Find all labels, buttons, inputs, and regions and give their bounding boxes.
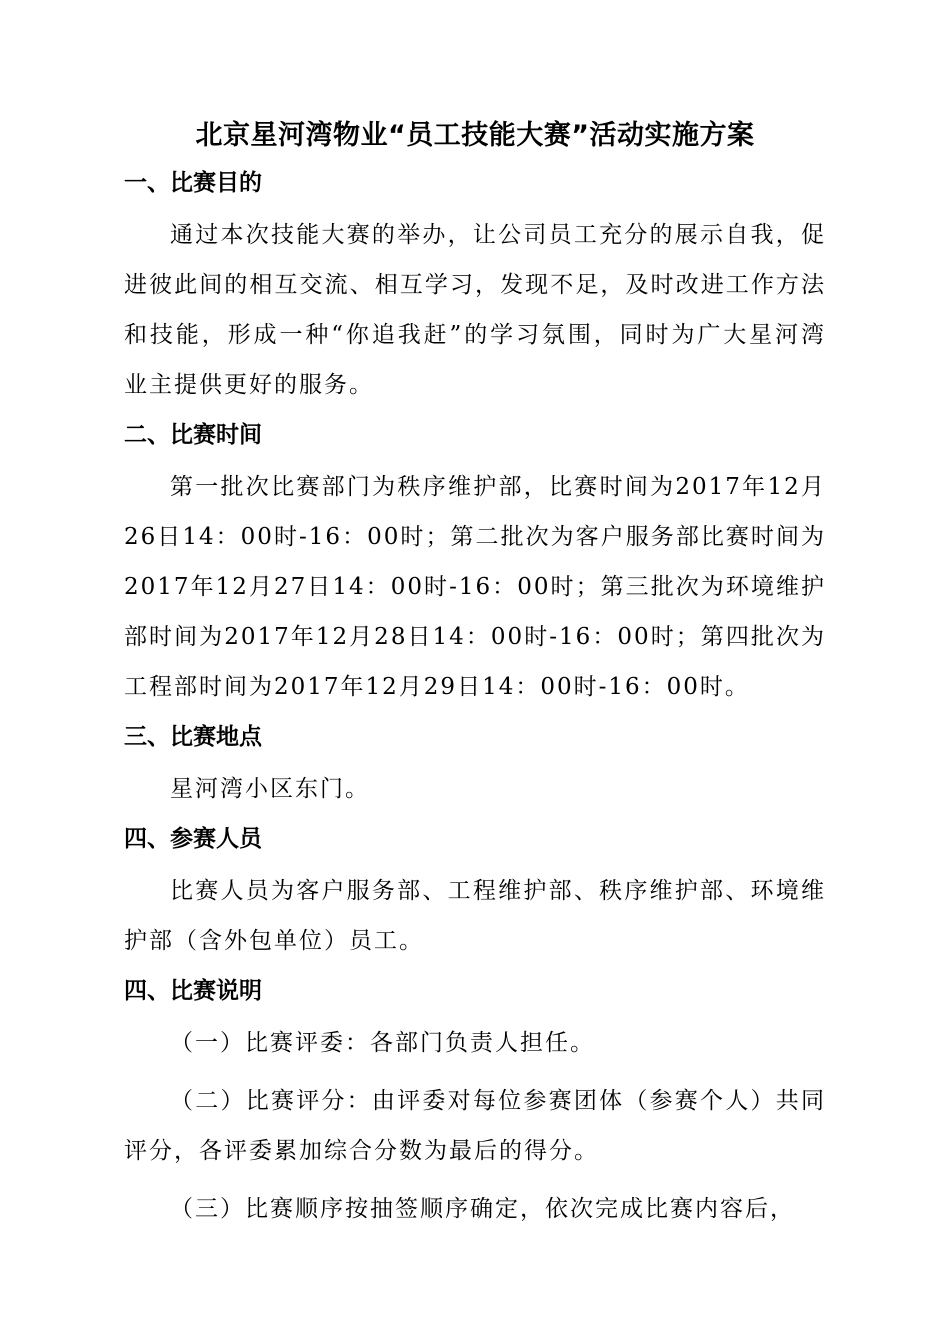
section-paragraph: 第一批次比赛部门为秩序维护部，比赛时间为2017年12月26日14：00时-16：00时；第二批次为客户服务部比赛时间为2017年12月27日14：00时-16：00时；第三批次为环境维护部时间为2017年12月28日14：00时-16：00时；第四批次为工程部时间为2017年12月29日14：00时-16：00时。 [124, 474, 826, 700]
section-participants [124, 822, 826, 966]
section-paragraph: 比赛人员为客户服务部、工程维护部、秩序维护部、环境维护部（含外包单位）员工。 [124, 878, 826, 954]
section-heading: 四、参赛人员 [124, 826, 262, 852]
section-location [124, 720, 826, 814]
section-heading: 一、比赛目的 [124, 170, 262, 196]
section-purpose [124, 166, 826, 410]
section-time [124, 418, 826, 712]
section-heading: 二、比赛时间 [124, 422, 262, 448]
section-paragraph: 通过本次技能大赛的举办，让公司员工充分的展示自我，促进彼此间的相互交流、相互学习，发现不足，及时改进工作方法和技能，形成一种“你追我赶”的学习氛围，同时为广大星河湾业主提供更好的服务。 [124, 222, 826, 398]
section-paragraph: （二）比赛评分：由评委对每位参赛团体（参赛个人）共同评分，各评委累加综合分数为最后的得分。 [124, 1088, 826, 1164]
section-heading: 四、比赛说明 [124, 978, 262, 1004]
document-title: 北京星河湾物业“员工技能大赛”活动实施方案 [195, 120, 755, 151]
section-paragraph: 星河湾小区东门。 [170, 776, 370, 802]
section-paragraph: （一）比赛评委：各部门负责人担任。 [170, 1030, 595, 1056]
section-heading: 三、比赛地点 [124, 724, 262, 750]
section-paragraph: （三）比赛顺序按抽签顺序确定，依次完成比赛内容后， [170, 1196, 795, 1222]
section-rules [124, 974, 826, 1234]
